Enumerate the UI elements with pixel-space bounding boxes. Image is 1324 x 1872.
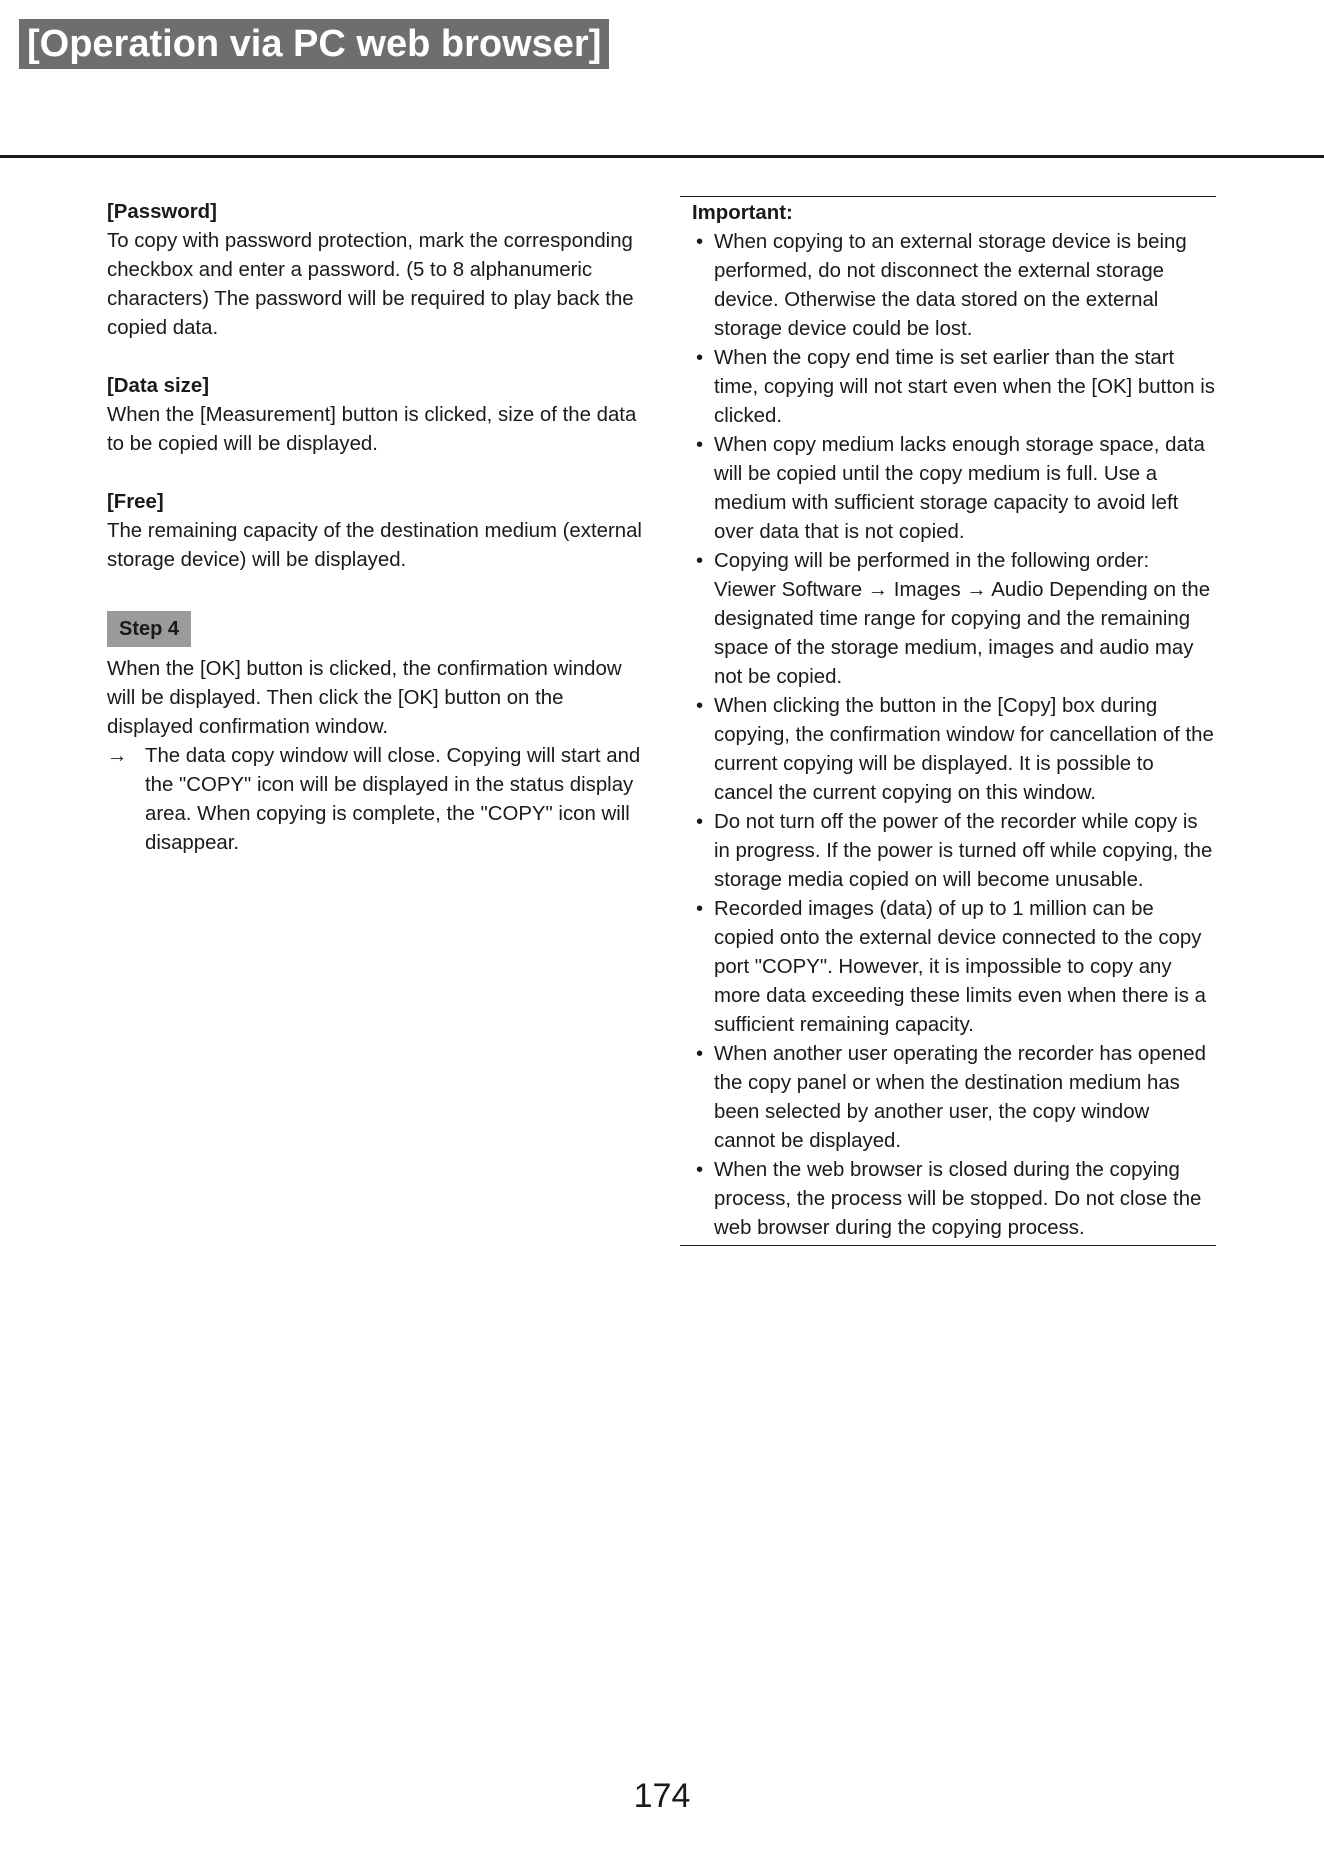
important-item (692, 895, 1216, 1040)
right-arrow-icon: → (107, 745, 128, 767)
important-item-text: When copying to an external storage device is being performed, do not disconnect the external storage device. Otherwise the data stored on the external storage device could be lost. (714, 231, 1187, 340)
important-item-text: When copy medium lacks enough storage space, data will be copied until the copy medium is full. Use a medium with sufficient storage capacity to avoid left over data that is not copied. (714, 434, 1205, 543)
bullet-icon: • (696, 811, 704, 833)
important-item (692, 808, 1216, 895)
important-item-text: When clicking the button in the [Copy] box during copying, the confirmation window for cancellation of the current copying will be displayed. It is possible to cancel the current copying on this window. (714, 695, 1214, 804)
important-item-text: Do not turn off the power of the recorder while copy is in progress. If the power is turned off while copying, the storage media copied on will become unusable. (714, 811, 1213, 891)
important-item (692, 547, 1216, 692)
free-heading: [Free] (107, 491, 164, 513)
important-item (692, 692, 1216, 808)
bullet-icon: • (696, 695, 704, 717)
data-size-heading: [Data size] (107, 375, 209, 397)
left-column (107, 198, 652, 858)
free-description: The remaining capacity of the destination medium (external storage device) will be displayed. (107, 520, 642, 571)
free-section (107, 488, 652, 575)
data-size-section (107, 372, 652, 459)
page-header-title: [Operation via PC web browser] (19, 19, 609, 69)
page-number: 174 (633, 1777, 691, 1815)
important-item (692, 344, 1216, 431)
bullet-icon: • (696, 434, 704, 456)
password-section (107, 198, 652, 343)
important-item (692, 228, 1216, 344)
bullet-icon: • (696, 550, 704, 572)
important-item (692, 1040, 1216, 1156)
password-heading: [Password] (107, 201, 217, 223)
data-size-description: When the [Measurement] button is clicked, size of the data to be copied will be displayed. (107, 404, 637, 455)
important-item-text: When another user operating the recorder has opened the copy panel or when the destination medium has been selected by another user, the copy window cannot be displayed. (714, 1043, 1206, 1152)
important-heading: Important: (692, 202, 793, 224)
bullet-icon: • (696, 1159, 704, 1181)
header-divider (0, 155, 1324, 158)
important-list (692, 228, 1216, 1243)
important-item-text: Recorded images (data) of up to 1 million can be copied onto the external device connected to the copy port "COPY". However, it is impossible to copy any more data exceeding these limits even when there is a sufficient remaining capacity. (714, 898, 1206, 1036)
step-4-description: When the [OK] button is clicked, the confirmation window will be displayed. Then click the [OK] button on the displayed confirmation window. (107, 658, 622, 738)
important-item (692, 431, 1216, 547)
important-item-text: Copying will be performed in the following order: Viewer Software → Images → Audio Depending on the designated time range for copying and the remaining space of the storage medium, images and audio may not be copied. (714, 550, 1211, 688)
step-4-result-text: The data copy window will close. Copying will start and the "COPY" icon will be displayed in the status display area. When copying is complete, the "COPY" icon will disappear. (145, 745, 641, 854)
step-4-result (107, 742, 652, 858)
step-badge: Step 4 (107, 611, 191, 647)
bullet-icon: • (696, 898, 704, 920)
bullet-icon: • (696, 231, 704, 253)
bullet-icon: • (696, 1043, 704, 1065)
important-box (680, 196, 1216, 1246)
important-item (692, 1156, 1216, 1243)
step-4-section (107, 604, 652, 858)
bullet-icon: • (696, 347, 704, 369)
important-item-text: When the copy end time is set earlier than the start time, copying will not start even when the [OK] button is clicked. (714, 347, 1215, 427)
password-description: To copy with password protection, mark the corresponding checkbox and enter a password. (5 to 8 alphanumeric characters) The password will be required to play back the copied data. (107, 230, 634, 339)
important-item-text: When the web browser is closed during the copying process, the process will be stopped. Do not close the web browser during the copying process. (714, 1159, 1202, 1239)
